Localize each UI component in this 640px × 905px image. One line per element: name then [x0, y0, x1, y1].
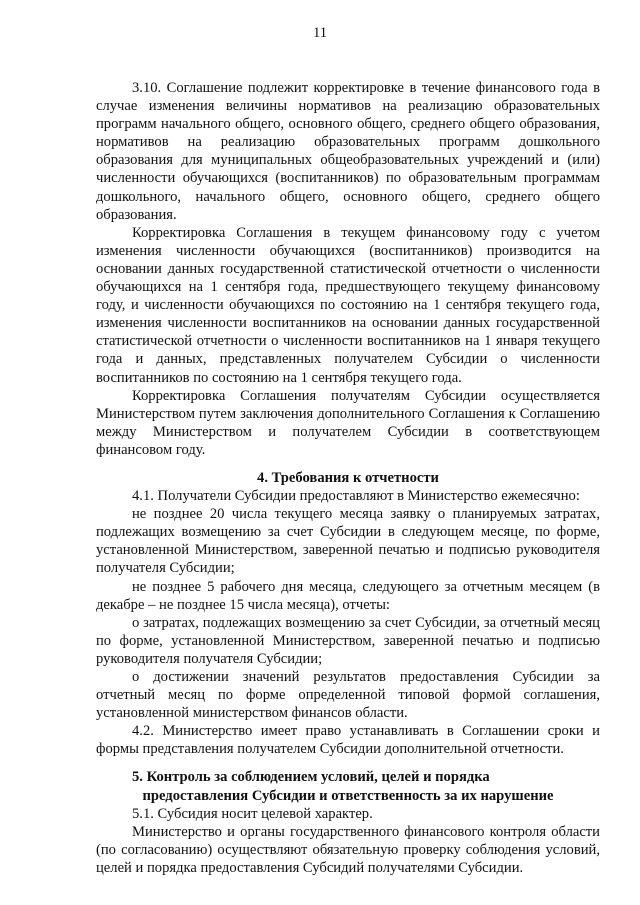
- paragraph-4-1: 4.1. Получатели Субсидии предоставляют в Министерство ежемесячно:: [132, 488, 580, 505]
- paragraph-reports-deadline: не позднее 5 рабочего дня месяца, следующего за отчетным месяцем (в декабре – не позднее 15 числа месяца), отчеты:: [96, 578, 600, 613]
- paragraph-3-10: 3.10. Соглашение подлежит корректировке в течение финансового года в случае изменения величины нормативов на реализацию образовательных программ начального общего, основного общего, среднего общего образования, нормативов на реализацию образовательных программ дошкольного образования для муниципальных общеобразовательных учреждений и (или) численности обучающихся (воспитанников) по образовательным программам дошкольного, начального общего, основного общего, среднего общего образования.: [96, 80, 600, 223]
- section-5-heading-line2: предоставления Субсидии и ответственность за их нарушение: [142, 787, 554, 804]
- paragraph-correction: Корректировка Соглашения в текущем финансовому году с учетом изменения численности обучающихся (воспитанников) производится на основании данных государственной статистической отчетности о численности обучающихся на 1 сентября года, предшествующего текущему финансовому году, и численности обучающихся по состоянию на 1 сентября текущего года, изменения численности воспитанников на основании данных государственной статистической отчетности о численности воспитанников на 1 января текущего года и данных, представленных получателем Субсидии о численности воспитанников по состоянию на 1 сентября текущего года.: [96, 224, 600, 386]
- page-number: 11: [312, 25, 328, 41]
- paragraph-control: Министерство и органы государственного финансового контроля области (по согласованию) осуществляют обязательную проверку соблюдения условий, целей и порядка предоставления Субсидий получателями Субсидии.: [96, 823, 600, 876]
- paragraph-4-2: 4.2. Министерство имеет право устанавливать в Соглашении сроки и формы представления получателем Субсидии дополнительной отчетности.: [96, 723, 600, 758]
- paragraph-results-report: о достижении значений результатов предоставления Субсидии за отчетный месяц по форме определенной типовой формой соглашения, установленной министерством финансов области.: [96, 669, 600, 722]
- page-body: [96, 79, 600, 877]
- paragraph-5-1: 5.1. Субсидия носит целевой характер.: [132, 805, 373, 822]
- paragraph-correction-procedure: Корректировка Соглашения получателям Субсидии осуществляется Министерством путем заключения дополнительного Соглашения к Соглашению между Министерством и получателем Субсидии в соответствующем финансовом году.: [96, 387, 600, 458]
- paragraph-expenses-report: о затратах, подлежащих возмещению за счет Субсидии, за отчетный месяц по форме, установленной Министерством, заверенной печатью и подписью руководителя получателя Субсидии;: [96, 614, 600, 667]
- section-5-heading-line1: 5. Контроль за соблюдением условий, целей и порядка: [132, 769, 490, 786]
- section-4-heading: 4. Требования к отчетности: [257, 469, 439, 486]
- paragraph-request-deadline: не позднее 20 числа текущего месяца заявку о планируемых затратах, подлежащих возмещению за счет Субсидии в следующем месяце, по форме, установленной Министерством, заверенной печатью и подписью руководителя получателя Субсидии;: [96, 506, 600, 577]
